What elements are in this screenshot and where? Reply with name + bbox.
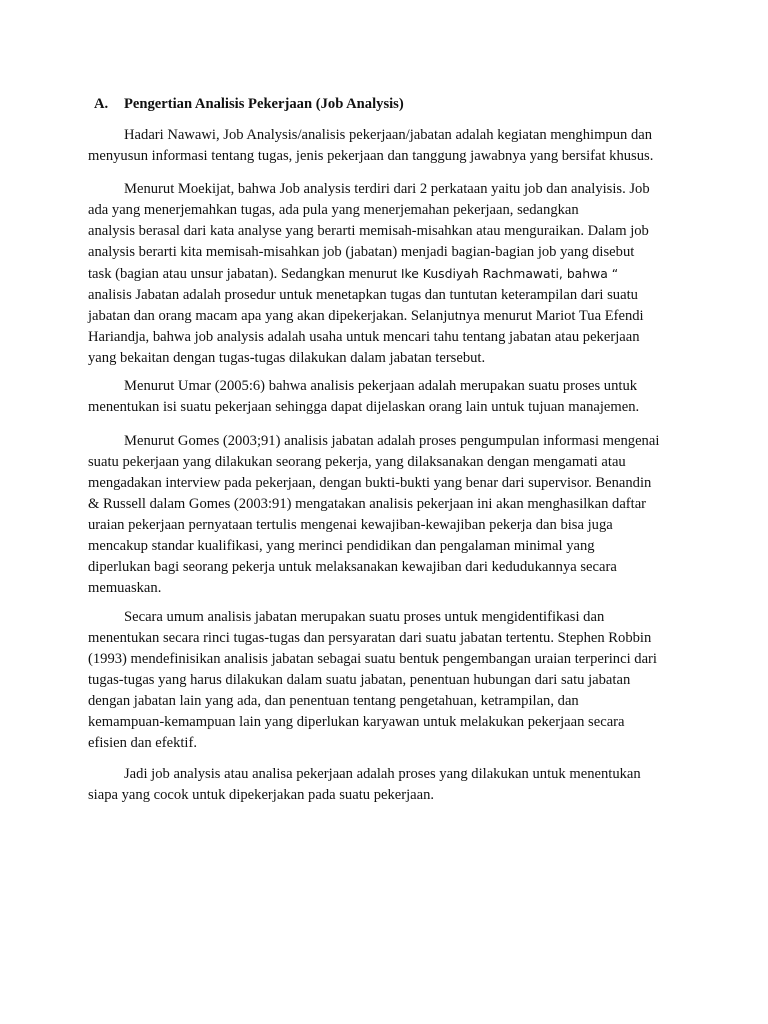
paragraph-line: Menurut Umar (2005:6) bahwa analisis pekerjaan adalah merupakan suatu proses untuk xyxy=(124,378,638,394)
paragraph-line: Hariandja, bahwa job analysis adalah usaha untuk mencari tahu tentang jabatan atau pekerjaan xyxy=(88,329,640,345)
paragraph-line: mencakup standar kualifikasi, yang merinci pendidikan dan pengalaman minimal yang xyxy=(88,538,595,554)
paragraph-line: tugas-tugas yang harus dilakukan dalam suatu jabatan, penentuan hubungan dari satu jabatan xyxy=(88,672,631,688)
inline-author-quote: Ike Kusdiyah Rachmawati, bahwa “ xyxy=(400,266,619,281)
paragraph-line: ada yang menerjemahkan tugas, ada pula yang menerjemahan pekerjaan, sedangkan xyxy=(88,202,579,218)
paragraph-line: diperlukan bagi seorang pekerja untuk melaksanakan kewajiban dari kedudukannya secara xyxy=(88,559,617,575)
paragraph-line: analysis berarti kita memisah-misahkan job (jabatan) menjadi bagian-bagian job yang disebut xyxy=(88,244,635,260)
paragraph-line: (1993) mendefinisikan analisis jabatan sebagai suatu bentuk pengembangan uraian terperinci dari xyxy=(88,651,657,667)
paragraph-line: & Russell dalam Gomes (2003:91) mengatakan analisis pekerjaan ini akan menghasilkan daftar xyxy=(88,496,647,512)
paragraph-line: memuaskan. xyxy=(88,580,162,596)
paragraph-line: Secara umum analisis jabatan merupakan suatu proses untuk mengidentifikasi dan xyxy=(124,609,605,625)
paragraph-line: Menurut Gomes (2003;91) analisis jabatan adalah proses pengumpulan informasi mengenai xyxy=(124,433,660,449)
paragraph-umar xyxy=(88,376,688,418)
paragraph-nawawi xyxy=(88,125,688,167)
paragraph-line: analisis Jabatan adalah prosedur untuk menetapkan tugas dan tuntutan keterampilan dari suatu xyxy=(88,287,638,303)
section-title: Pengertian Analisis Pekerjaan (Job Analysis) xyxy=(124,96,404,112)
section-number: A. xyxy=(94,96,109,112)
paragraph-jadi xyxy=(88,764,688,806)
paragraph-line: suatu pekerjaan yang dilakukan seorang pekerja, yang dilaksanakan dengan mengamati atau xyxy=(88,454,626,470)
paragraph-line: menentukan isi suatu pekerjaan sehingga dapat dijelaskan orang lain untuk tujuan manajemen. xyxy=(88,399,640,415)
paragraph-line: menentukan secara rinci tugas-tugas dan persyaratan dari suatu jabatan tertentu. Stephen Robbin xyxy=(88,630,652,646)
paragraph-line: mengadakan interview pada pekerjaan, dengan bukti-bukti yang benar dari supervisor. Benandin xyxy=(88,475,652,491)
paragraph-line-text: task (bagian atau unsur jabatan). Sedangkan menurut xyxy=(88,266,401,282)
paragraph-line-with-quote xyxy=(88,263,688,285)
paragraph-secara-umum xyxy=(88,607,688,754)
paragraph-line: menyusun informasi tentang tugas, jenis pekerjaan dan tanggung jawabnya yang bersifat khusus. xyxy=(88,148,654,164)
paragraph-gomes xyxy=(88,431,688,599)
paragraph-line: Hadari Nawawi, Job Analysis/analisis pekerjaan/jabatan adalah kegiatan menghimpun dan xyxy=(124,127,653,143)
paragraph-line: siapa yang cocok untuk dipekerjakan pada suatu pekerjaan. xyxy=(88,787,435,803)
paragraph-line: yang bekaitan dengan tugas-tugas dilakukan dalam jabatan tersebut. xyxy=(88,350,486,366)
paragraph-line: kemampuan-kemampuan lain yang diperlukan karyawan untuk melakukan pekerjaan secara xyxy=(88,714,625,730)
paragraph-line: uraian pekerjaan pernyataan tertulis mengenai kewajiban-kewajiban pekerja dan bisa juga xyxy=(88,517,613,533)
paragraph-line: Menurut Moekijat, bahwa Job analysis terdiri dari 2 perkataan yaitu job dan analyisis. Job xyxy=(124,181,650,197)
paragraph-line: Jadi job analysis atau analisa pekerjaan adalah proses yang dilakukan untuk menentukan xyxy=(124,766,641,782)
section-heading xyxy=(94,94,404,115)
paragraph-moekijat xyxy=(88,179,688,369)
paragraph-line: jabatan dan orang macam apa yang akan dipekerjakan. Selanjutnya menurut Mariot Tua Efendi xyxy=(88,308,644,324)
paragraph-line: analysis berasal dari kata analyse yang berarti memisah-misahkan atau menguraikan. Dalam job xyxy=(88,223,649,239)
paragraph-line: efisien dan efektif. xyxy=(88,735,197,751)
paragraph-line: dengan jabatan lain yang ada, dan penentuan tentang pengetahuan, ketrampilan, dan xyxy=(88,693,579,709)
